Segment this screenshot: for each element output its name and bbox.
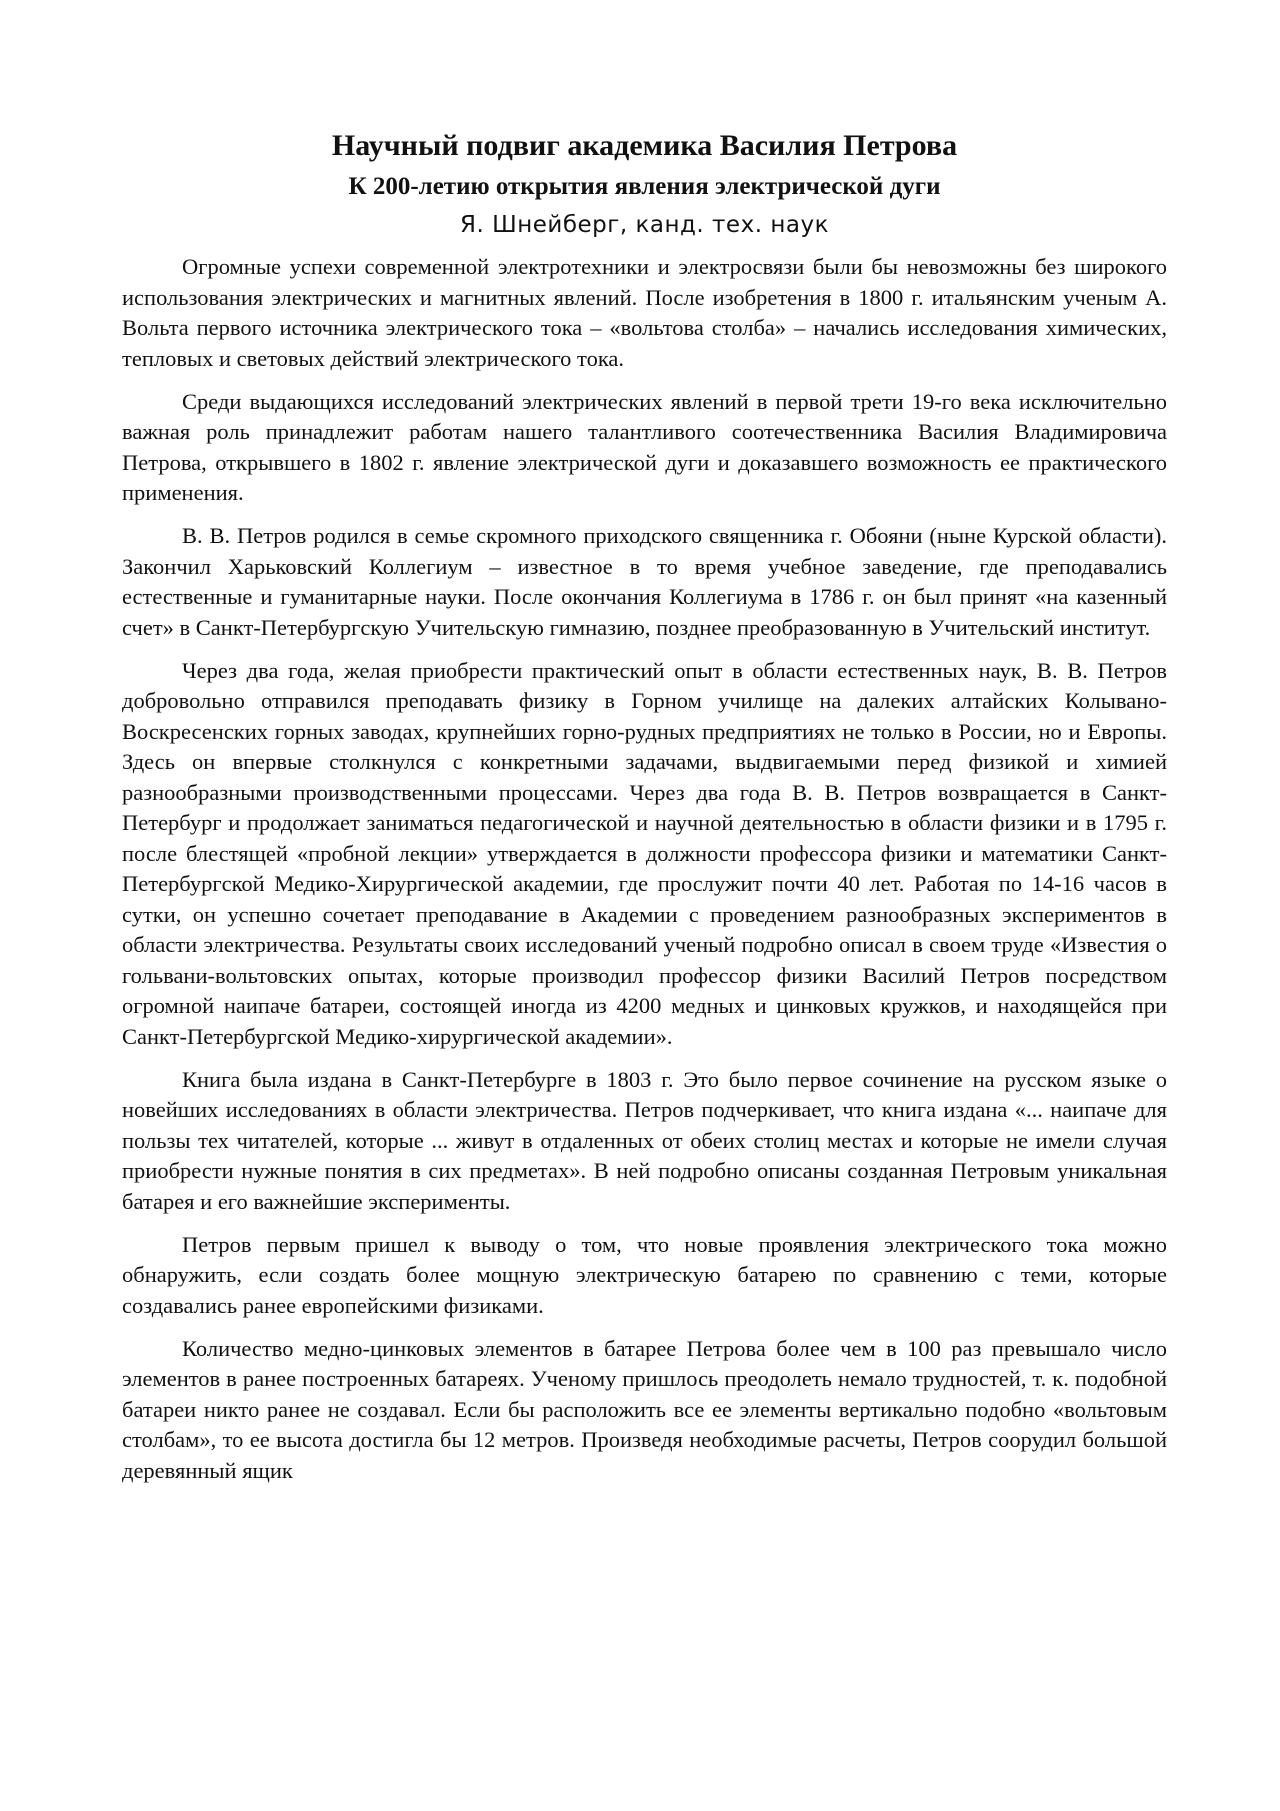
document-author: Я. Шнейберг, канд. тех. наук — [460, 212, 829, 238]
paragraph: Среди выдающихся исследований электрических явлений в первой трети 19-го века исключительно важная роль принадлежит работам нашего талантливого соотечественника Василия Владимировича Петрова, открывшего в 1802 г. явление электрической дуги и доказавшего возможность ее практического применения. — [122, 388, 1167, 505]
document-body — [122, 252, 1167, 1486]
paragraph: Петров первым пришел к выводу о том, что новые проявления электрического тока можно обнаружить, если создать более мощную электрическую батарею по сравнению с теми, которые создавались ранее европейскими физиками. — [122, 1231, 1167, 1318]
document-subtitle: К 200-летию открытия явления электрической дуги — [348, 173, 941, 200]
paragraph: Через два года, желая приобрести практический опыт в области естественных наук, В. В. Петров добровольно отправился преподавать физику в Горном училище на далеких алтайских Колывано-Воскресенских горных заводах, крупнейших горно-рудных предприятиях не только в России, но и Европы. Здесь он впервые столкнулся с конкретными задачами, выдвигаемыми перед физикой и химией разнообразными производственными процессами. Через два года В. В. Петров возвращается в Санкт-Петербург и продолжает заниматься педагогической и научной деятельностью в области физики и в 1795 г. после блестящей «пробной лекции» утверждается в должности профессора физики и математики Санкт-Петербургской Медико-Хирургической академии, где прослужит почти 40 лет. Работая по 14-16 часов в сутки, он успешно сочетает преподавание в Академии с проведением разнообразных экспериментов в области электричества. Результаты своих исследований ученый подробно описал в своем труде «Известия о гольвани-вольтовских опытах, которые производил профессор физики Василий Петров посредством огромной наипаче батареи, состоящей иногда из 4200 медных и цинковых кружков, и находящейся при Санкт-Петербургской Медико-хирургической академии». — [122, 657, 1167, 1049]
paragraph: Количество медно-цинковых элементов в батарее Петрова более чем в 100 раз превышало число элементов в ранее построенных батареях. Ученому пришлось преодолеть немало трудностей, т. к. подобной батареи никто ранее не создавал. Если бы расположить все ее элементы вертикально подобно «вольтовым столбам», то ее высота достигла бы 12 метров. Произведя необходимые расчеты, Петров соорудил большой деревянный ящик — [122, 1335, 1167, 1483]
paragraph: В. В. Петров родился в семье скромного приходского священника г. Обояни (ныне Курской области). Закончил Харьковский Коллегиум – известное в то время учебное заведение, где преподавались естественные и гуманитарные науки. После окончания Коллегиума в 1786 г. он был принят «на казенный счет» в Санкт-Петербургскую Учительскую гимназию, позднее преобразованную в Учительский институт. — [122, 523, 1167, 640]
document-page — [122, 126, 1167, 1499]
paragraph: Огромные успехи современной электротехники и электросвязи были бы невозможны без широкого использования электрических и магнитных явлений. После изобретения в 1800 г. итальянским ученым А. Вольта первого источника электрического тока – «вольтова столба» – начались исследования химических, тепловых и световых действий электрического тока. — [122, 254, 1167, 371]
document-title: Научный подвиг академика Василия Петрова — [331, 129, 958, 162]
paragraph: Книга была издана в Санкт-Петербурге в 1803 г. Это было первое сочинение на русском языке о новейших исследованиях в области электричества. Петров подчеркивает, что книга издана «... наипаче для пользы тех читателей, которые ... живут в отдаленных от обеих столиц местах и которые не имели случая приобрести нужные понятия в сих предметах». В ней подробно описаны созданная Петровым уникальная батарея и его важнейшие эксперименты. — [122, 1066, 1167, 1214]
